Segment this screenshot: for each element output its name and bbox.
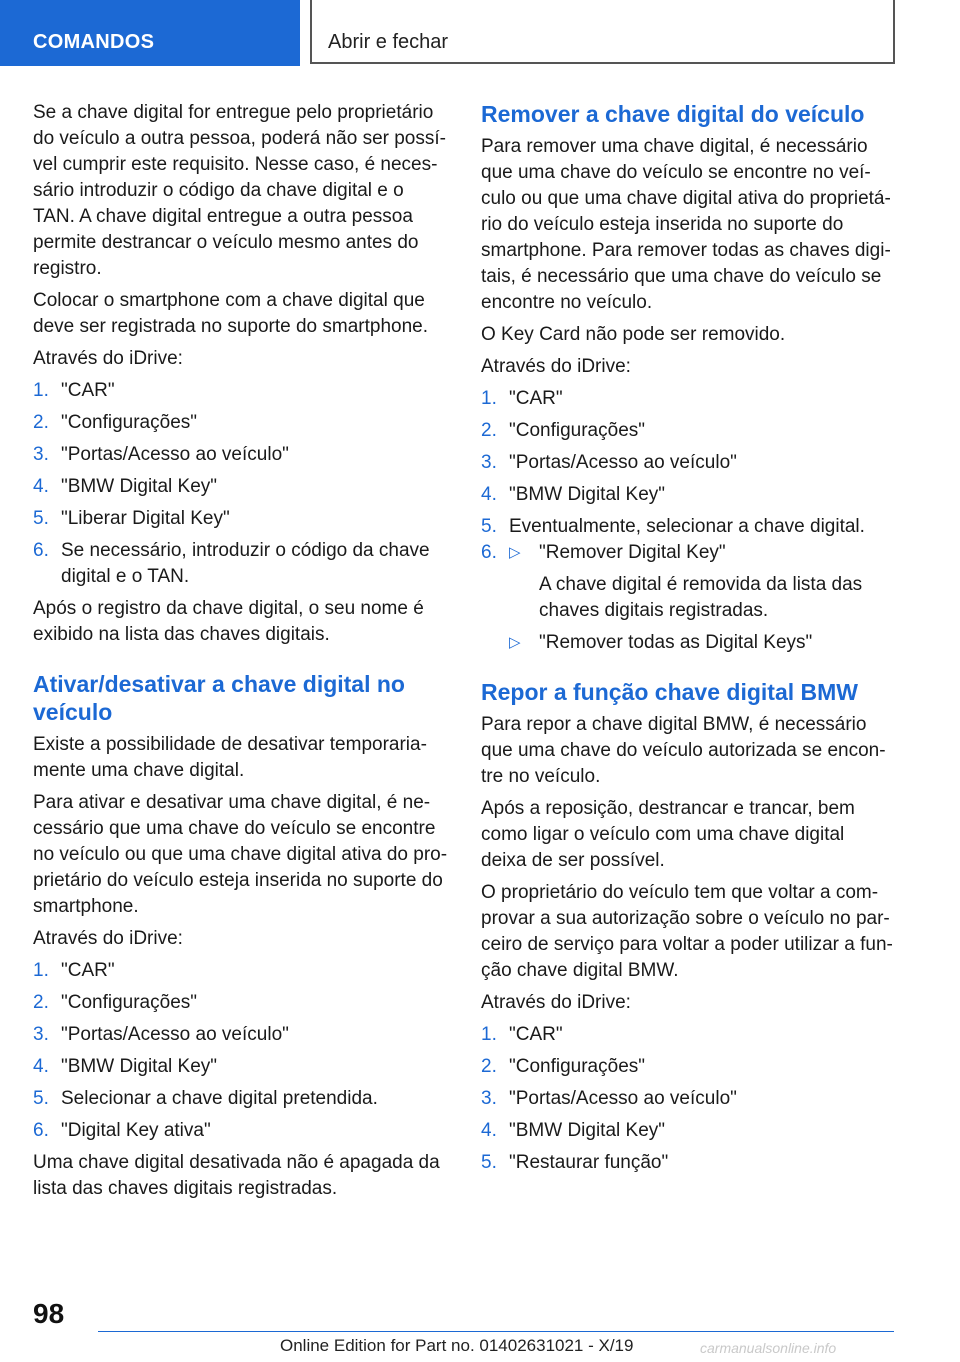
- paragraph: Se a chave digital for entregue pelo proprietário do veículo a outra pessoa, poderá não ser possível cumprir este requisito. Nesse caso, é necessário introduzir o código da chave digital e o TAN. A chave digital entregue a outra pessoa permite destrancar o veículo mesmo antes do registro.: [33, 102, 446, 279]
- step-number: 2.: [481, 1056, 497, 1077]
- list-item: [481, 386, 893, 412]
- list-item: [481, 1086, 893, 1112]
- step-number: 3.: [33, 1024, 49, 1045]
- step-number: 4.: [481, 484, 497, 505]
- heading-ativar-desativar: Ativar/desativar a chave digital no veículo: [33, 671, 405, 725]
- list-item: [481, 540, 893, 656]
- paragraph: Após o registro da chave digital, o seu nome é exibido na lista das chaves digitais.: [33, 598, 424, 645]
- step-number: 1.: [33, 380, 49, 401]
- step-text: "Liberar Digital Key": [61, 508, 230, 529]
- step-number: 5.: [33, 508, 49, 529]
- step-text: "Configurações": [509, 420, 646, 441]
- list-item: [481, 1150, 893, 1176]
- step-number: 6.: [481, 542, 497, 563]
- step-number: 1.: [481, 1024, 497, 1045]
- list-item: [33, 442, 448, 468]
- right-column: [481, 100, 893, 1182]
- list-item: [33, 990, 448, 1016]
- step-number: 5.: [481, 516, 497, 537]
- list-item: [33, 378, 448, 404]
- step-text: "BMW Digital Key": [509, 484, 666, 505]
- step-text: Selecionar a chave digital pretendida.: [61, 1088, 378, 1109]
- step-text: "CAR": [509, 388, 563, 409]
- paragraph: Uma chave digital desativada não é apagada da lista das chaves digitais registradas.: [33, 1152, 440, 1199]
- triangle-icon: ▷: [509, 634, 521, 651]
- option-label: "Remover todas as Digital Keys": [539, 632, 813, 653]
- list-item: [481, 1118, 893, 1144]
- step-number: 2.: [33, 412, 49, 433]
- paragraph: Colocar o smartphone com a chave digital que deve ser registrada no suporte do smartphone.: [33, 290, 429, 337]
- step-number: 2.: [481, 420, 497, 441]
- list-item: [481, 1054, 893, 1080]
- list-item: [33, 506, 448, 532]
- list-item: [481, 1022, 893, 1048]
- step-number: 4.: [33, 1056, 49, 1077]
- step-text: "CAR": [61, 380, 115, 401]
- triangle-icon: ▷: [509, 544, 521, 561]
- step-text: "Restaurar função": [509, 1152, 669, 1173]
- step-number: 4.: [33, 476, 49, 497]
- paragraph: Para remover uma chave digital, é necessário que uma chave do veículo se encontre no veículo ou que uma chave digital ativa do proprietário do veículo esteja inserida no suporte do smartphone. Para remover todas as chaves digitais, é necessário que uma chave do veículo se encontre no veículo.: [481, 136, 891, 313]
- steps-list-remove: [481, 386, 893, 540]
- list-item: [33, 538, 448, 590]
- step-number: 1.: [33, 960, 49, 981]
- list-item: [33, 1054, 448, 1080]
- steps-list-activate: [33, 958, 448, 1144]
- paragraph: Através do iDrive:: [481, 992, 631, 1013]
- step-number: 3.: [481, 1088, 497, 1109]
- paragraph: Para ativar e desativar uma chave digital, é necessário que uma chave do veículo se encontre no veículo ou que uma chave digital ativa do proprietário do veículo esteja inserida no suporte do smartphone.: [33, 792, 448, 917]
- list-item: [33, 958, 448, 984]
- step-text: "BMW Digital Key": [61, 1056, 218, 1077]
- step-text: "CAR": [509, 1024, 563, 1045]
- option-description: A chave digital é removida da lista das chaves digitais registradas.: [539, 574, 863, 621]
- paragraph: Após a reposição, destrancar e trancar, bem como ligar o veículo com uma chave digital deixa de ser possível.: [481, 798, 855, 871]
- step-text: "Portas/Acesso ao veículo": [509, 1088, 737, 1109]
- step-number: 6.: [33, 540, 49, 561]
- list-item: [481, 450, 893, 476]
- list-item: [481, 418, 893, 444]
- steps-list-remove-step6: [481, 540, 893, 656]
- paragraph: Através do iDrive:: [33, 928, 183, 949]
- step-text: "Digital Key ativa": [61, 1120, 211, 1141]
- option-item: [509, 540, 893, 624]
- step-text: Eventualmente, selecionar a chave digital.: [509, 516, 865, 537]
- list-item: [33, 474, 448, 500]
- list-item: [33, 1022, 448, 1048]
- footer-divider: [98, 1331, 894, 1332]
- left-column: [33, 100, 448, 1208]
- page-header: [0, 0, 960, 66]
- step-text: Se necessário, introduzir o código da chave digital e o TAN.: [61, 540, 430, 587]
- page-number: 98: [33, 1298, 65, 1329]
- step-number: 2.: [33, 992, 49, 1013]
- step-number: 1.: [481, 388, 497, 409]
- list-item: [33, 410, 448, 436]
- step-text: "BMW Digital Key": [61, 476, 218, 497]
- steps-list-register: [33, 378, 448, 590]
- list-item: [33, 1086, 448, 1112]
- steps-list-restore: [481, 1022, 893, 1176]
- step-text: "Portas/Acesso ao veículo": [509, 452, 737, 473]
- section-tab: COMANDOS: [0, 0, 300, 66]
- heading-repor: Repor a função chave digital BMW: [481, 679, 858, 705]
- step-text: "Portas/Acesso ao veículo": [61, 444, 289, 465]
- paragraph: Através do iDrive:: [481, 356, 631, 377]
- step-text: "Configurações": [509, 1056, 646, 1077]
- step-number: 4.: [481, 1120, 497, 1141]
- watermark-text: carmanualsonline.info: [700, 1340, 837, 1356]
- option-item: [509, 630, 893, 656]
- step-number: 5.: [481, 1152, 497, 1173]
- step-text: "BMW Digital Key": [509, 1120, 666, 1141]
- step-text: "Configurações": [61, 412, 198, 433]
- list-item: [481, 482, 893, 508]
- step-number: 6.: [33, 1120, 49, 1141]
- heading-remover: Remover a chave digital do veículo: [481, 101, 865, 127]
- paragraph: O proprietário do veículo tem que voltar a comprovar a sua autorização sobre o veículo no parceiro de serviço para voltar a poder utilizar a função chave digital BMW.: [481, 882, 893, 981]
- list-item: [481, 514, 893, 540]
- paragraph: Existe a possibilidade de desativar temporariamente uma chave digital.: [33, 734, 427, 781]
- paragraph: Para repor a chave digital BMW, é necessário que uma chave do veículo autorizada se encontre no veículo.: [481, 714, 886, 787]
- paragraph: O Key Card não pode ser removido.: [481, 324, 786, 345]
- step-number: 3.: [481, 452, 497, 473]
- paragraph: Através do iDrive:: [33, 348, 183, 369]
- chapter-title: Abrir e fechar: [310, 0, 895, 64]
- step-text: "Configurações": [61, 992, 198, 1013]
- option-label: "Remover Digital Key": [539, 542, 726, 563]
- step-number: 3.: [33, 444, 49, 465]
- list-item: [33, 1118, 448, 1144]
- step-number: 5.: [33, 1088, 49, 1109]
- step-text: "CAR": [61, 960, 115, 981]
- step-text: "Portas/Acesso ao veículo": [61, 1024, 289, 1045]
- edition-text: Online Edition for Part no. 01402631021 - X/19: [280, 1336, 634, 1355]
